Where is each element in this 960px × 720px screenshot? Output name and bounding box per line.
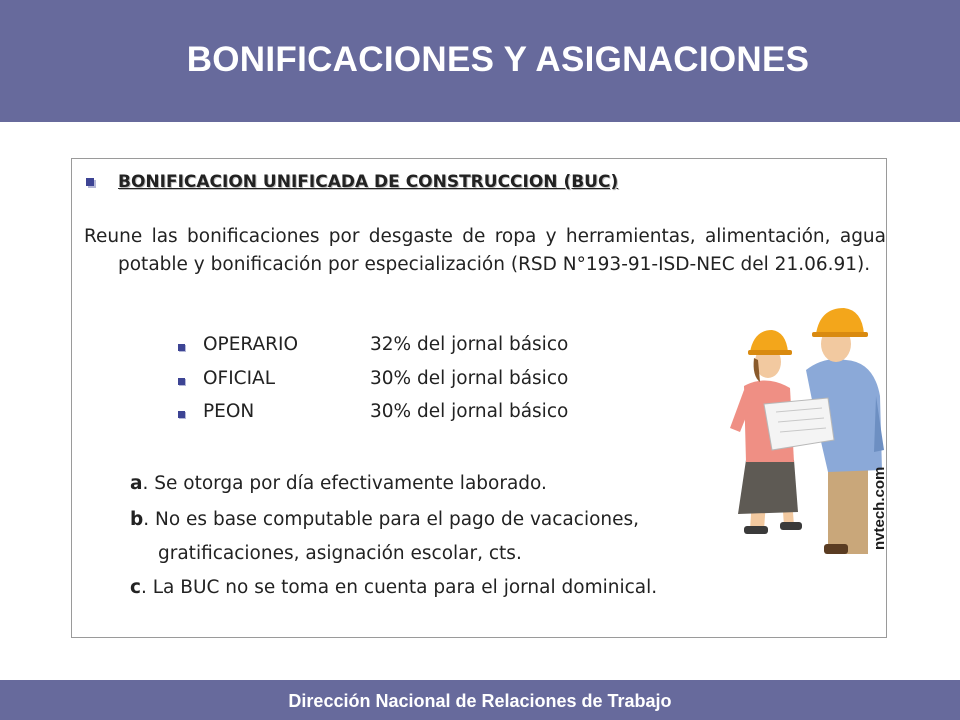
bullet-icon (178, 411, 185, 418)
item-name: OFICIAL (203, 368, 275, 389)
section-heading: BONIFICACION UNIFICADA DE CONSTRUCCION (BUC) (118, 172, 619, 192)
woman-helmet (750, 330, 788, 352)
footer-text: Dirección Nacional de Relaciones de Trabajo (288, 691, 672, 711)
note-b: b. No es base computable para el pago de vacaciones, (130, 509, 640, 530)
watermark-text: nvtech.com (871, 466, 888, 550)
note-c: c. La BUC no se toma en cuenta para el jornal dominical. (130, 577, 658, 598)
slide-title: BONIFICACIONES Y ASIGNACIONES (186, 40, 810, 79)
item-value: 30% del jornal básico (370, 401, 569, 422)
footer-banner (0, 680, 960, 720)
item-value: 30% del jornal básico (370, 368, 569, 389)
bullet-icon (178, 344, 185, 351)
title-banner (0, 0, 960, 122)
note-b-continuation: gratificaciones, asignación escolar, cts. (158, 543, 522, 564)
item-name: OPERARIO (203, 334, 299, 355)
item-value: 32% del jornal básico (370, 334, 569, 355)
description-paragraph: Reune las bonificaciones por desgaste de ropa y herramientas, alimentación, agua potable y bonificación por especialización (RSD N°193-91-ISD-NEC del 21.06.91). (84, 226, 886, 275)
note-a: a. Se otorga por día efectivamente laborado. (130, 473, 547, 494)
bullet-icon (86, 178, 94, 186)
construction-workers-illustration (724, 300, 890, 554)
item-name: PEON (203, 401, 255, 422)
bullet-icon (178, 378, 185, 385)
woman-skirt (738, 460, 798, 514)
man-helmet (816, 308, 864, 334)
